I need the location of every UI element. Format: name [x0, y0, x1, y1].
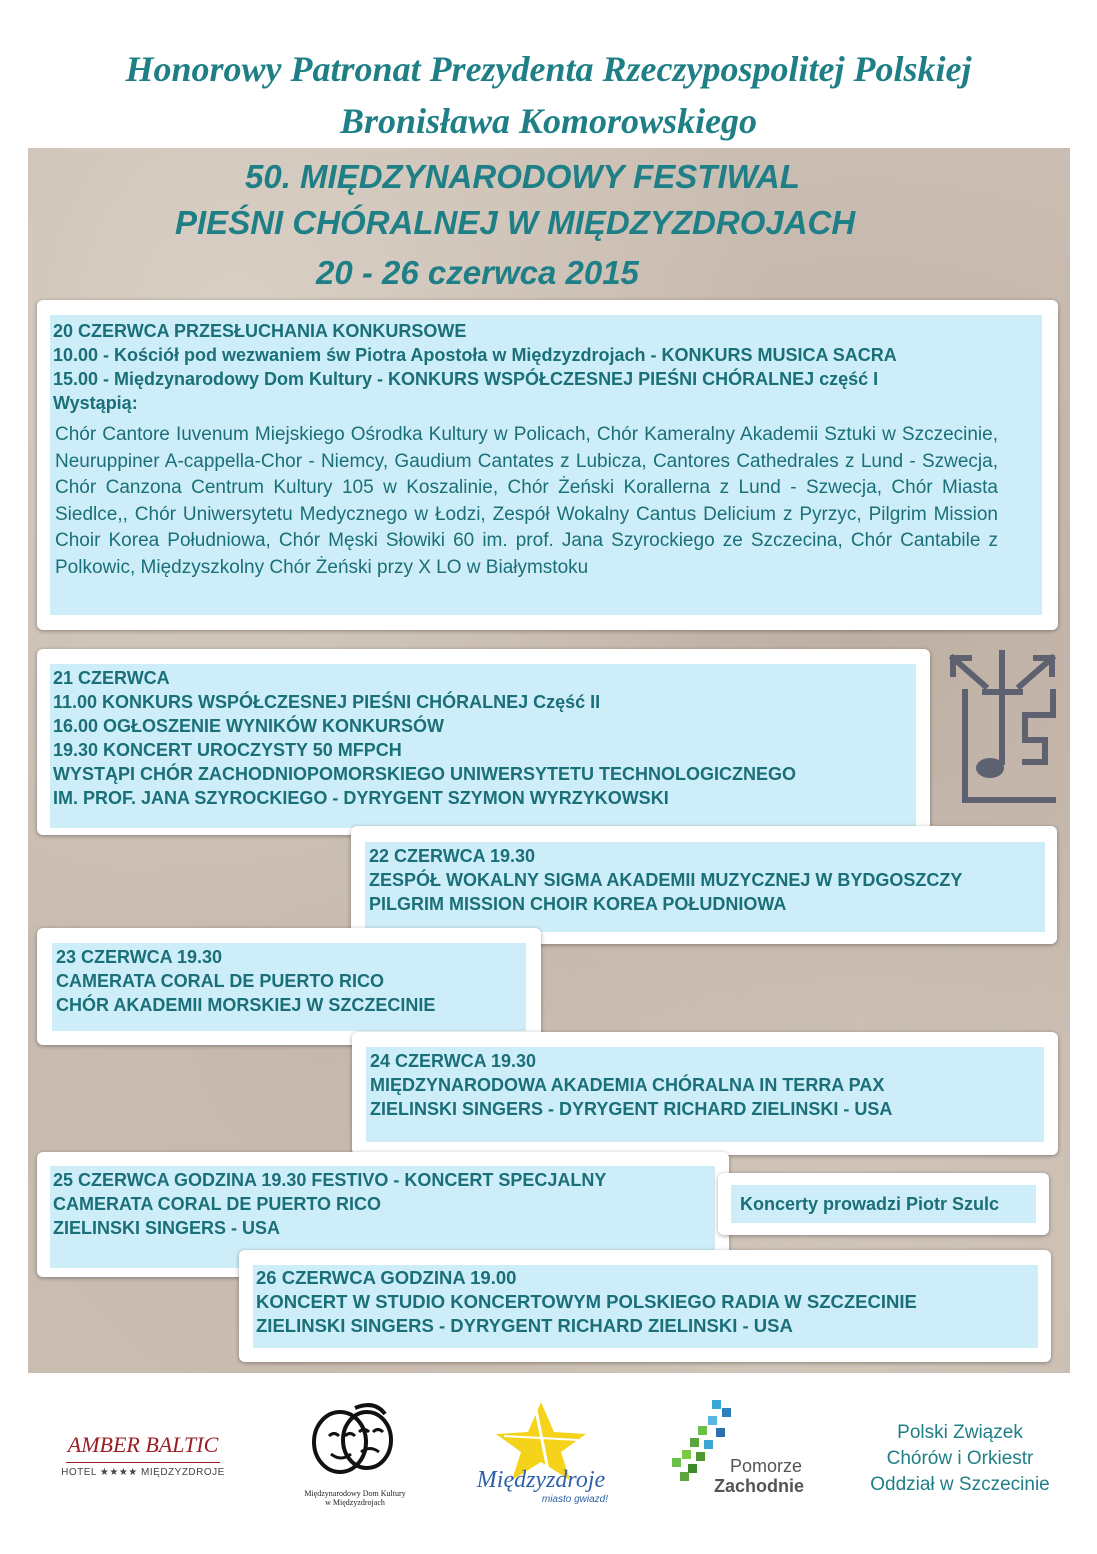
day23-schedule [56, 945, 435, 1017]
theatre-masks-icon [295, 1402, 415, 1484]
day21-line: IM. PROF. JANA SZYROCKIEGO - DYRYGENT SZYMON WYRZYKOWSKI [53, 788, 669, 808]
day21-schedule [53, 666, 796, 810]
day25-schedule [53, 1168, 606, 1240]
festival-dates: 20 - 26 czerwca 2015 [316, 254, 639, 291]
day21-heading: 21 CZERWCA [53, 668, 170, 688]
day23-line: CHÓR AKADEMII MORSKIEJ W SZCZECINIE [56, 995, 436, 1015]
amber-baltic-rule [66, 1462, 220, 1463]
day20-schedule [53, 319, 897, 415]
day25-heading: 25 CZERWCA GODZINA 19.30 FESTIVO - KONCERT SPECJALNY [53, 1170, 607, 1190]
day26-line: KONCERT W STUDIO KONCERTOWYM POLSKIEGO RADIA W SZCZECINIE [256, 1291, 917, 1312]
day26-schedule [256, 1266, 917, 1338]
day21-line: 16.00 OGŁOSZENIE WYNIKÓW KONKURSÓW [53, 716, 445, 736]
pomorze-line-2: Zachodnie [714, 1476, 805, 1496]
pomorze-line-1: Pomorze [730, 1456, 803, 1476]
pomorze-zachodnie-logo [668, 1396, 818, 1501]
day21-line: WYSTĄPI CHÓR ZACHODNIOPOMORSKIEGO UNIWERSYTETU TECHNOLOGICZNEGO [53, 764, 797, 784]
patron-line-1: Honorowy Patronat Prezydenta Rzeczypospolitej Polskiej [125, 49, 972, 89]
day23-heading: 23 CZERWCA 19.30 [56, 947, 223, 967]
miedzyzdroje-name: Międzyzdroje [476, 1467, 606, 1493]
day23-line: CAMERATA CORAL DE PUERTO RICO [56, 971, 385, 991]
pzch-logo-text [845, 1420, 1075, 1498]
day25-line: ZIELINSKI SINGERS - USA [53, 1218, 281, 1238]
day24-heading: 24 CZERWCA 19.30 [370, 1051, 537, 1071]
day26-line: ZIELINSKI SINGERS - DYRYGENT RICHARD ZIELINSKI - USA [256, 1315, 793, 1336]
day21-line: 19.30 KONCERT UROCZYSTY 50 MFPCH [53, 740, 402, 760]
pzch-line: Oddział w Szczecinie [870, 1474, 1050, 1495]
day24-schedule [370, 1049, 892, 1121]
day20-heading: 20 CZERWCA PRZESŁUCHANIA KONKURSOWE [53, 321, 467, 341]
pzch-line: Chórów i Orkiestr [886, 1448, 1034, 1469]
day24-line: ZIELINSKI SINGERS - DYRYGENT RICHARD ZIELINSKI - USA [370, 1099, 893, 1119]
mdk-name-line-1: Międzynarodowy Dom Kultury [304, 1489, 406, 1498]
mdk-name-line-2: w Międzyzdrojach [325, 1498, 385, 1507]
amber-baltic-logo [58, 1432, 228, 1478]
pzch-line: Polski Związek [897, 1422, 1023, 1443]
day20-line: 15.00 - Międzynarodowy Dom Kultury - KONKURS WSPÓŁCZESNEJ PIEŚNI CHÓRALNEJ część I [53, 369, 879, 389]
miedzyzdroje-logo [466, 1400, 616, 1505]
day20-choir-list: Chór Cantore Iuvenum Miejskiego Ośrodka Kultury w Policach, Chór Kameralny Akademii Sztuki w Szczecinie, Neuruppiner A-cappella-Chor - Niemcy, Gaudium Cantates z Lubicza, Cantores Cathedrales z Lund - Szwecja, Chór Canzona Centrum Kultury 105 w Koszalinie, Chór Żeński Korallerna z Lund - Szwecja, Chór Miasta Siedlce,, Chór Uniwersytetu Medycznego w Łodzi, Zespół Wokalny Cantus Delicium z Pyrzyc, Pilgrim Mission Choir Korea Południowa, Chór Męski Słowiki 60 im. prof. Jana Szyrockiego ze Szczecina, Chór Cantabile z Polkowic, Międzyszkolny Chór Żeński przy X LO w Białymstoku [55, 424, 998, 578]
amber-baltic-sub: HOTEL ★★★★ MIĘDZYZDROJE [61, 1467, 225, 1478]
day22-line: PILGRIM MISSION CHOIR KOREA POŁUDNIOWA [369, 894, 787, 914]
day25-line: CAMERATA CORAL DE PUERTO RICO [53, 1194, 382, 1214]
festival-title-line-1: 50. MIĘDZYNARODOWY FESTIWAL [245, 158, 800, 195]
amber-baltic-name: AMBER BALTIC [67, 1432, 219, 1457]
day22-heading: 22 CZERWCA 19.30 [369, 846, 536, 866]
day21-line: 11.00 KONKURS WSPÓŁCZESNEJ PIEŚNI CHÓRALNEJ Część II [53, 692, 601, 712]
host-label: Koncerty prowadzi Piotr Szulc [740, 1194, 1000, 1214]
patron-line-2: Bronisława Komorowskiego [339, 101, 758, 141]
day22-line: ZESPÓŁ WOKALNY SIGMA AKADEMII MUZYCZNEJ W BYDGOSZCZY [369, 870, 963, 890]
mdk-logo [295, 1402, 415, 1507]
day24-line: MIĘDZYNARODOWA AKADEMIA CHÓRALNA IN TERRA PAX [370, 1075, 885, 1095]
day20-line: 10.00 - Kościół pod wezwaniem św Piotra Apostoła w Międzyzdrojach - KONKURS MUSICA SACRA [53, 345, 897, 365]
festival-logo-icon [945, 650, 1060, 805]
festival-title-line-2: PIEŚNI CHÓRALNEJ W MIĘDZYZDROJACH [175, 204, 856, 241]
day26-heading: 26 CZERWCA GODZINA 19.00 [256, 1267, 517, 1288]
day22-schedule [369, 844, 962, 916]
miedzyzdroje-slogan: miasto gwiazd! [541, 1494, 608, 1505]
day20-performers-label: Wystąpią: [53, 393, 138, 413]
